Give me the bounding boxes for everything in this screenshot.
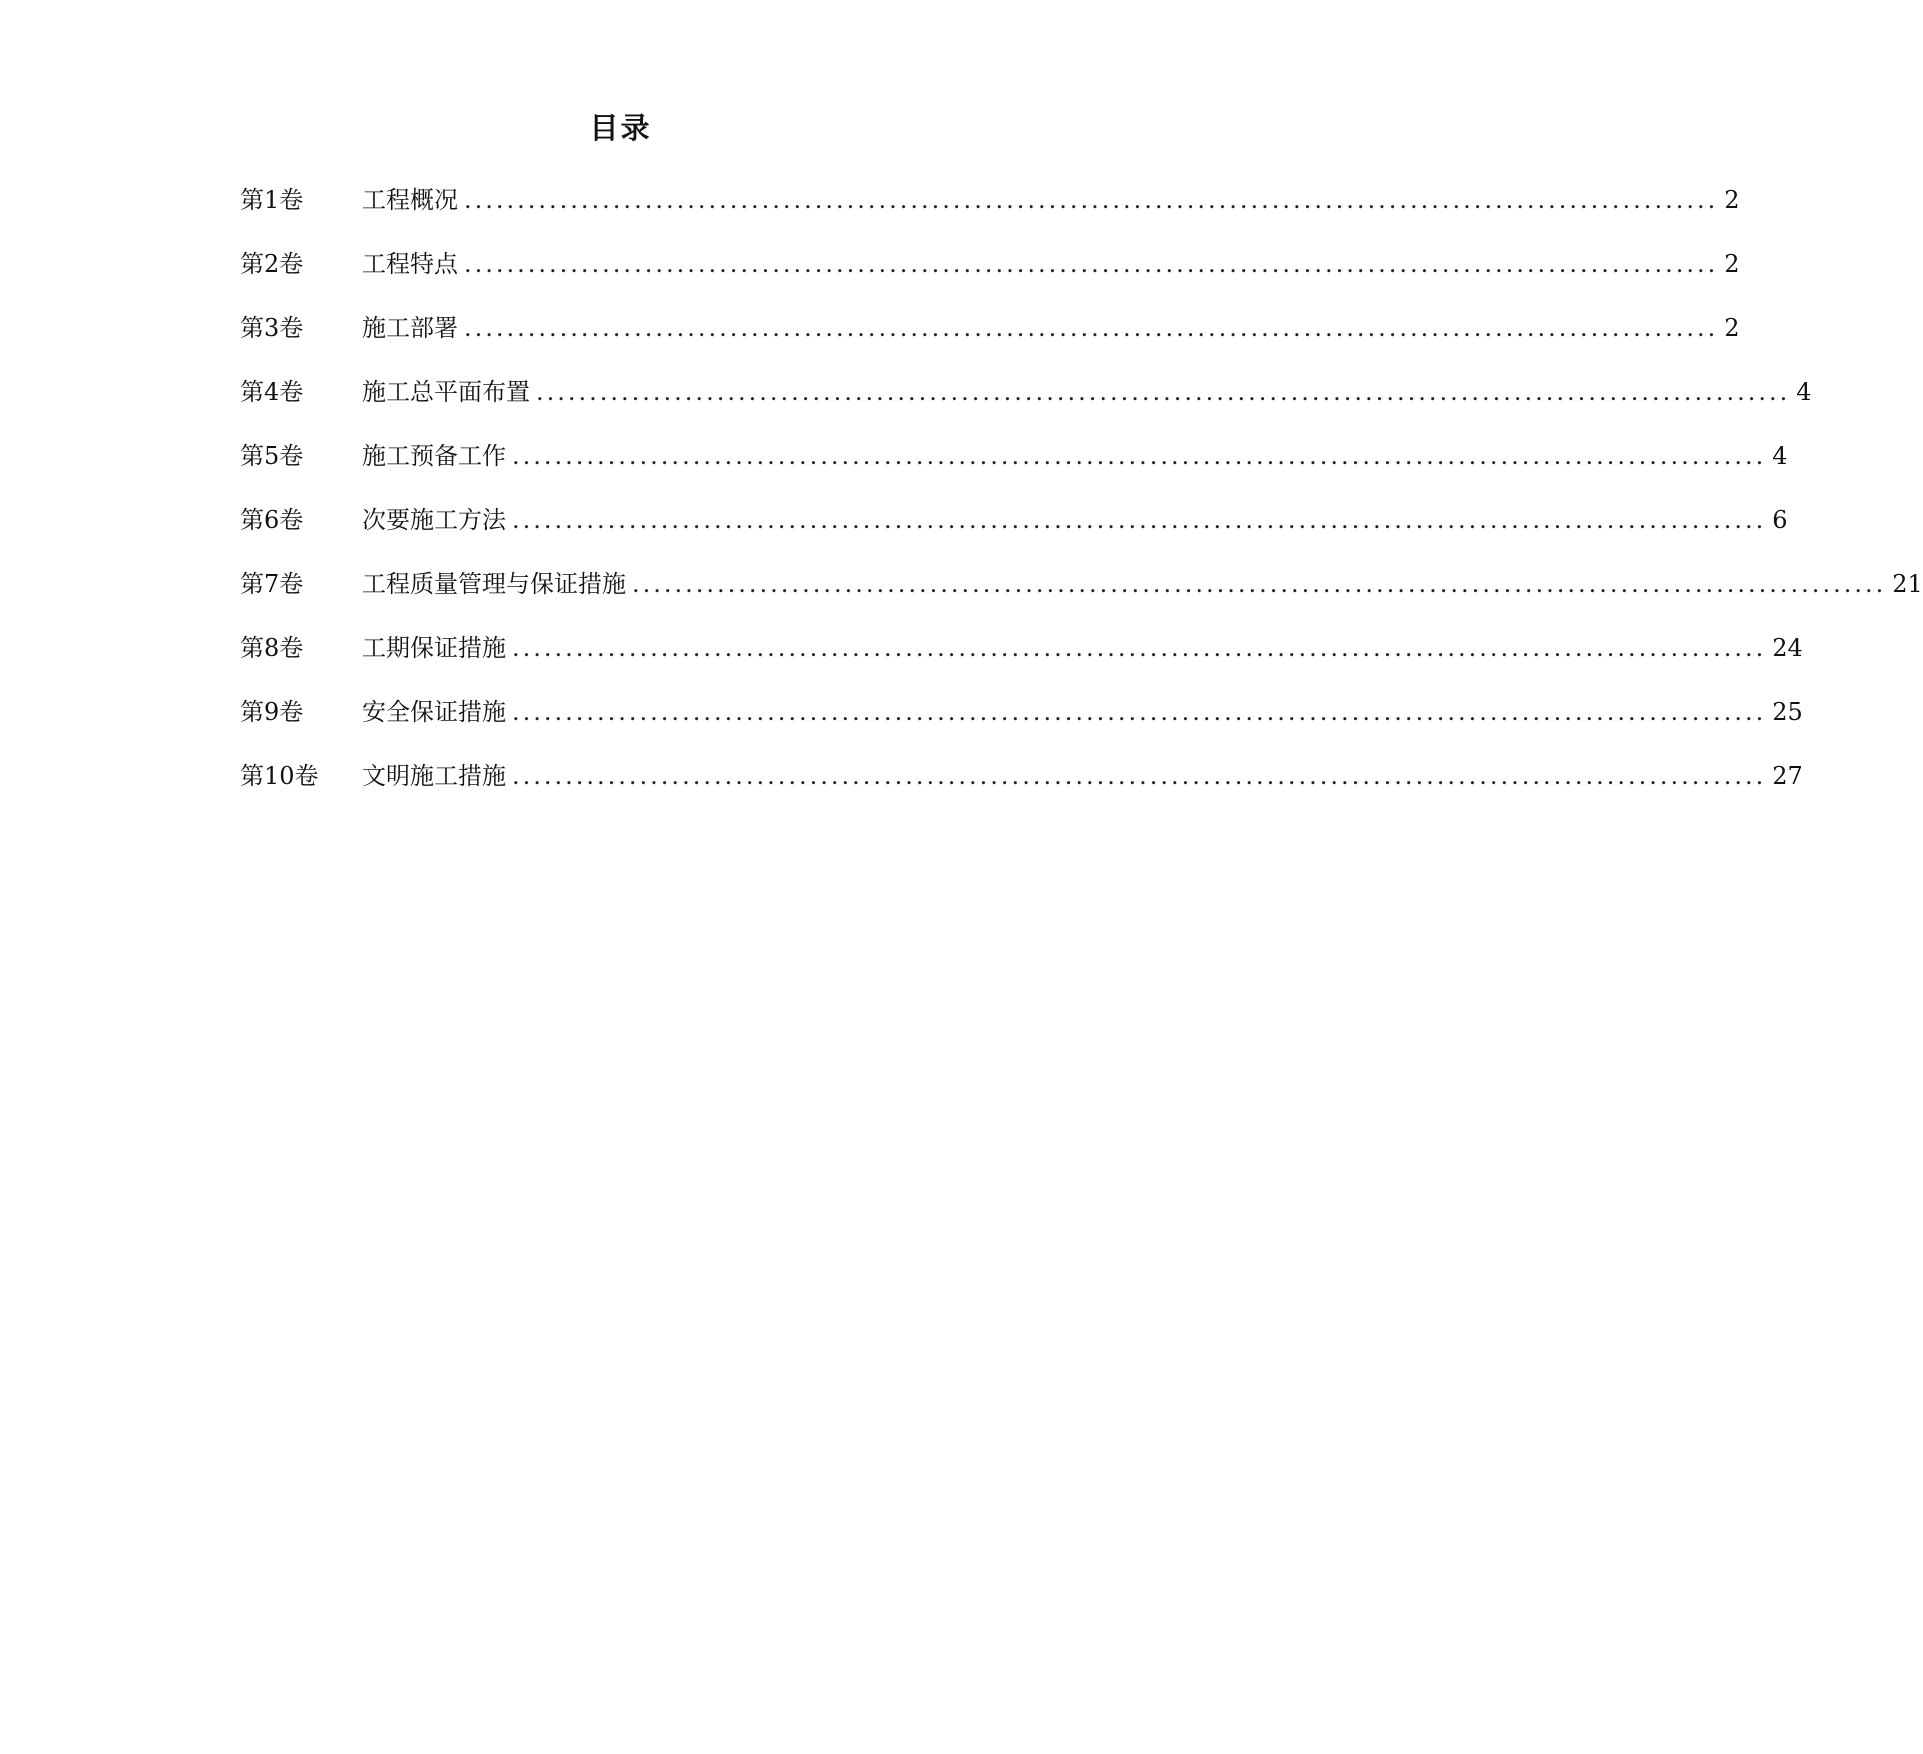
toc-entry[interactable] — [240, 752, 1803, 792]
toc-volume-label: 第1卷 — [240, 186, 304, 214]
toc-page-number: 27 — [1772, 762, 1803, 790]
toc-entry[interactable] — [240, 560, 1923, 600]
toc-leader-dots: ...................................................................................................................... — [464, 186, 1719, 214]
toc-entry[interactable] — [240, 176, 1740, 216]
toc-entry[interactable] — [240, 624, 1803, 664]
toc-entry-title: 工程概况 — [362, 186, 458, 214]
toc-entry-title: 施工部署 — [362, 314, 458, 342]
toc-leader-dots: ...................................................................................................................... — [512, 698, 1767, 726]
toc-entry-title: 工程质量管理与保证措施 — [362, 570, 626, 598]
toc-page-number: 2 — [1724, 186, 1740, 214]
toc-leader-dots: ...................................................................................................................... — [632, 570, 1887, 598]
toc-leader-dots: ...................................................................................................................... — [464, 314, 1719, 342]
toc-page-number: 25 — [1772, 698, 1803, 726]
toc-leader-dots: ...................................................................................................................... — [512, 634, 1767, 662]
toc-volume-label: 第5卷 — [240, 442, 304, 470]
toc-title: 目录 — [589, 111, 652, 145]
toc-page-number: 2 — [1724, 250, 1740, 278]
toc-entry[interactable] — [240, 688, 1803, 728]
toc-entry-title: 施工总平面布置 — [362, 378, 530, 406]
toc-volume-label: 第9卷 — [240, 698, 304, 726]
toc-entry[interactable] — [240, 240, 1740, 280]
toc-leader-dots: ...................................................................................................................... — [512, 442, 1767, 470]
toc-volume-label: 第7卷 — [240, 570, 304, 598]
toc-page-number: 21 — [1892, 570, 1923, 598]
toc-page-number: 2 — [1724, 314, 1740, 342]
toc-entry[interactable] — [240, 304, 1740, 344]
toc-entry-title: 工程特点 — [362, 250, 458, 278]
toc-entry-title: 次要施工方法 — [362, 506, 506, 534]
toc-leader-dots: ...................................................................................................................... — [464, 250, 1719, 278]
toc-entry[interactable] — [240, 432, 1788, 472]
toc-page-number: 4 — [1796, 378, 1812, 406]
toc-entry-title: 工期保证措施 — [362, 634, 506, 662]
toc-page-number: 6 — [1772, 506, 1788, 534]
toc-volume-label: 第8卷 — [240, 634, 304, 662]
toc-volume-label: 第4卷 — [240, 378, 304, 406]
toc-page-number: 24 — [1772, 634, 1803, 662]
toc-volume-label: 第2卷 — [240, 250, 304, 278]
toc-page-number: 4 — [1772, 442, 1788, 470]
toc-volume-label: 第10卷 — [240, 762, 319, 790]
toc-leader-dots: ...................................................................................................................... — [512, 506, 1767, 534]
toc-entry[interactable] — [240, 368, 1812, 408]
toc-volume-label: 第3卷 — [240, 314, 304, 342]
toc-entry[interactable] — [240, 496, 1788, 536]
toc-entry-title: 施工预备工作 — [362, 442, 506, 470]
toc-entry-title: 安全保证措施 — [362, 698, 506, 726]
toc-leader-dots: ...................................................................................................................... — [536, 378, 1791, 406]
toc-entry-title: 文明施工措施 — [362, 762, 506, 790]
toc-leader-dots: ...................................................................................................................... — [512, 762, 1767, 790]
toc-volume-label: 第6卷 — [240, 506, 304, 534]
